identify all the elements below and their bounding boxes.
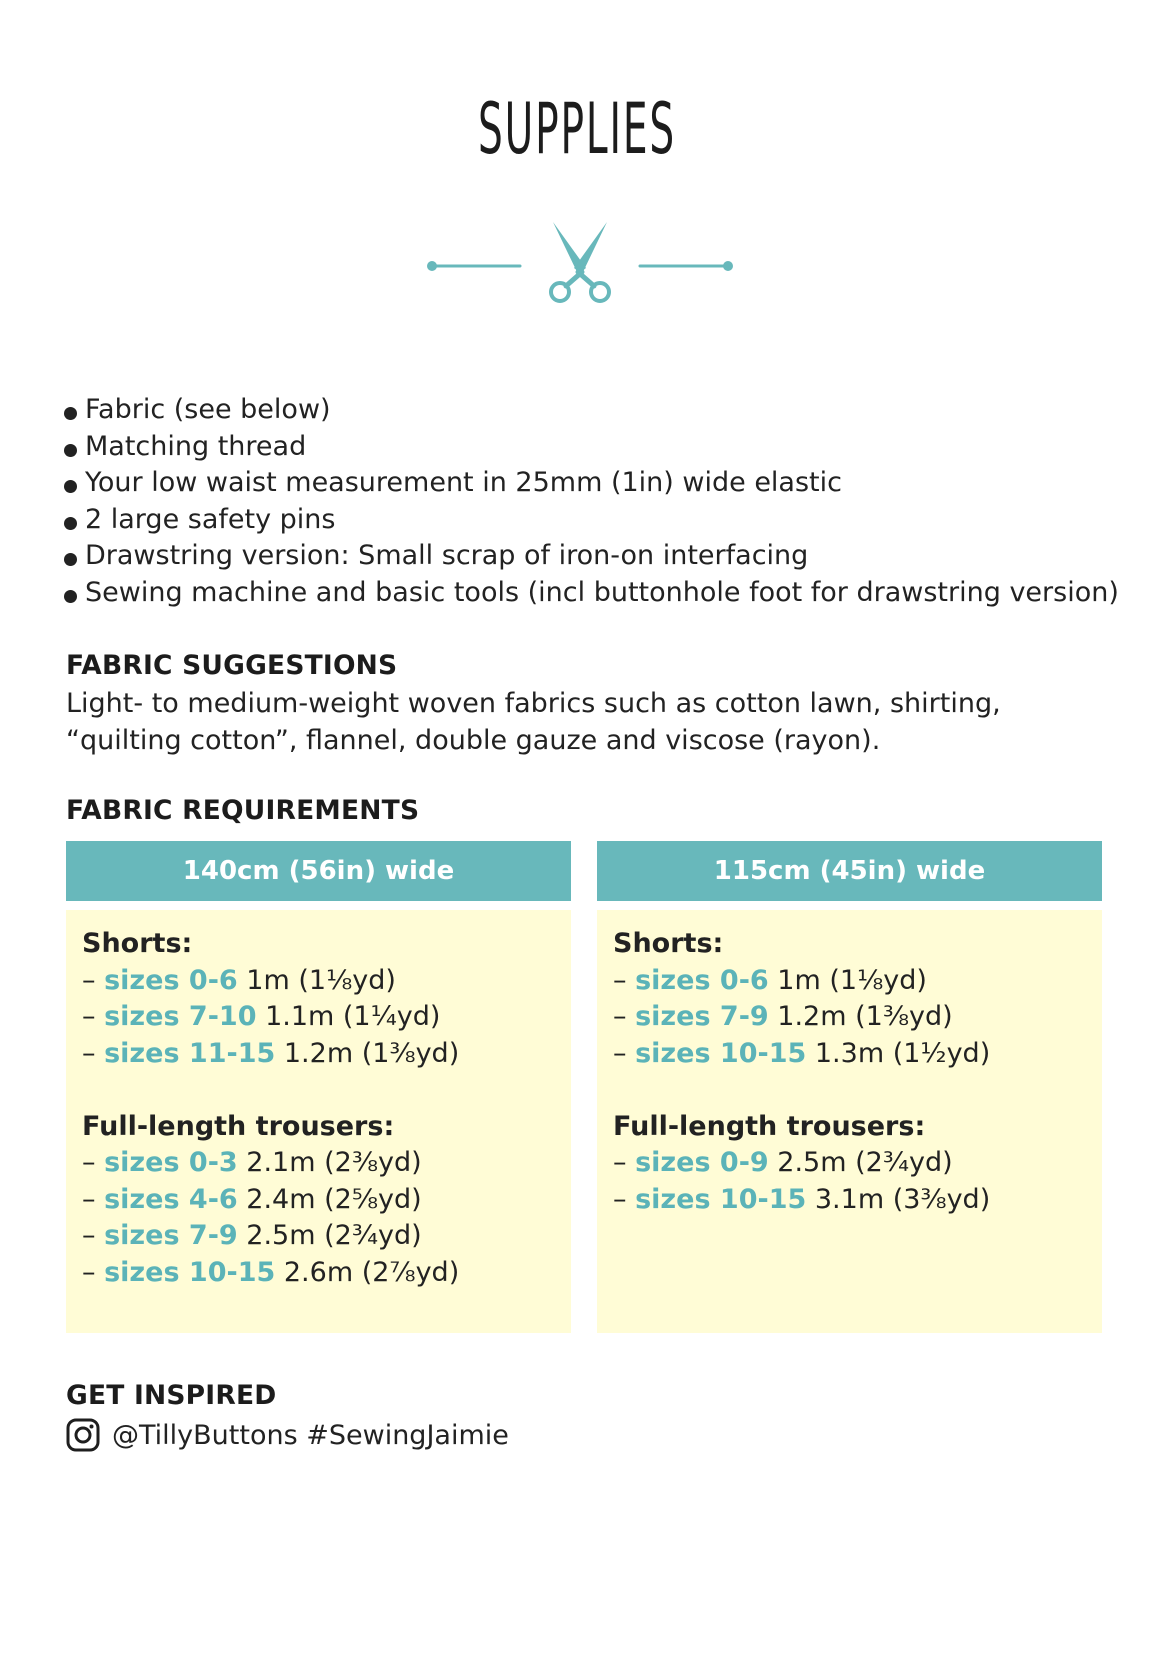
list-item: – sizes 7-10 1.1m (1¼yd) bbox=[82, 1001, 441, 1032]
requirements-column-115 bbox=[597, 841, 1102, 1333]
list-item: Fabric (see below) bbox=[64, 392, 1119, 429]
fabric-suggestions-heading: FABRIC SUGGESTIONS bbox=[66, 650, 398, 681]
list-item: Matching thread bbox=[64, 429, 1119, 466]
list-item: – sizes 0-6 1m (1⅛yd) bbox=[613, 964, 927, 996]
list-item: Drawstring version: Small scrap of iron-on interfacing bbox=[64, 538, 1119, 575]
list-item: 2 large safety pins bbox=[64, 502, 1119, 539]
column-header: 140cm (56in) wide bbox=[66, 841, 571, 901]
list-item: – sizes 4-6 2.4m (2⅝yd) bbox=[82, 1183, 422, 1215]
supplies-list bbox=[64, 392, 1119, 611]
requirements-panel bbox=[66, 910, 571, 1333]
social-handle bbox=[66, 1416, 509, 1454]
list-item: – sizes 7-9 1.2m (1⅜yd) bbox=[613, 1001, 953, 1032]
fabric-suggestions-text: Light- to medium-weight woven fabrics such as cotton lawn, shirting, “quilting cotton”, flannel, double gauze and viscose (rayon). bbox=[66, 688, 1001, 756]
list-item: – sizes 0-9 2.5m (2¾yd) bbox=[613, 1147, 953, 1178]
list-item: – sizes 0-3 2.1m (2⅜yd) bbox=[82, 1147, 422, 1178]
shorts-title: Shorts: bbox=[82, 928, 193, 959]
page-title: SUPPLIES bbox=[477, 88, 677, 170]
fabric-requirements-heading: FABRIC REQUIREMENTS bbox=[66, 795, 420, 826]
get-inspired-heading: GET INSPIRED bbox=[66, 1380, 277, 1411]
list-item: – sizes 7-9 2.5m (2¾yd) bbox=[82, 1220, 422, 1251]
list-item: – sizes 11-15 1.2m (1⅜yd) bbox=[82, 1037, 460, 1069]
list-item: – sizes 10-15 1.3m (1½yd) bbox=[613, 1037, 991, 1069]
social-handle-text[interactable]: @TillyButtons #SewingJaimie bbox=[112, 1419, 509, 1451]
requirements-panel bbox=[597, 910, 1102, 1333]
list-item: – sizes 0-6 1m (1⅛yd) bbox=[82, 964, 396, 996]
trousers-title: Full-length trousers: bbox=[82, 1110, 395, 1142]
list-item: Your low waist measurement in 25mm (1in) wide elastic bbox=[64, 465, 1119, 502]
requirements-column-140 bbox=[66, 841, 571, 1333]
list-item: – sizes 10-15 3.1m (3⅜yd) bbox=[613, 1183, 991, 1215]
trousers-title: Full-length trousers: bbox=[613, 1110, 926, 1142]
shorts-title: Shorts: bbox=[613, 928, 724, 959]
column-header: 115cm (45in) wide bbox=[597, 841, 1102, 901]
scissors-icon bbox=[420, 218, 740, 308]
instagram-icon bbox=[66, 1418, 100, 1452]
list-item: Sewing machine and basic tools (incl buttonhole foot for drawstring version) bbox=[64, 575, 1119, 612]
list-item: – sizes 10-15 2.6m (2⅞yd) bbox=[82, 1256, 460, 1288]
